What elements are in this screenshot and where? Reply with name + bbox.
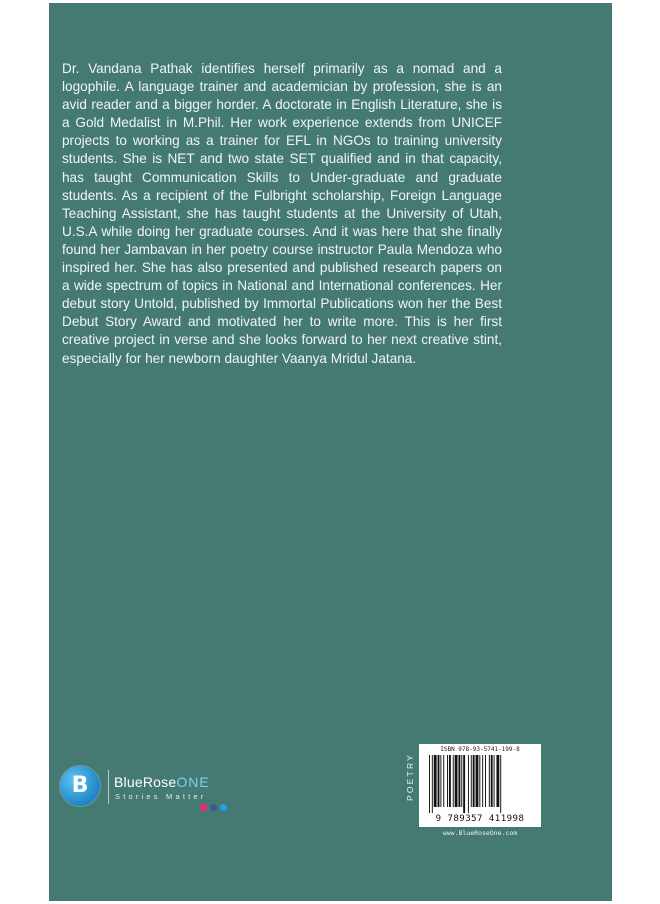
publisher-tagline: Stories Matter <box>115 792 207 801</box>
barcode-bars <box>429 755 533 813</box>
barcode <box>419 744 541 827</box>
publisher-logo-circle <box>60 766 100 806</box>
social-icons <box>200 803 228 812</box>
genre-label <box>398 738 418 818</box>
twitter-icon <box>220 804 227 811</box>
publisher-name-accent: ONE <box>176 774 210 790</box>
instagram-icon <box>200 804 207 811</box>
publisher-name <box>114 774 210 790</box>
publisher-logo <box>60 766 250 846</box>
facebook-icon <box>210 804 217 811</box>
logo-divider <box>108 770 109 804</box>
publisher-logo-letter: B <box>71 773 89 798</box>
isbn-digits: 9 789357 411998 <box>435 814 525 824</box>
author-bio: Dr. Vandana Pathak identifies herself primarily as a nomad and a logophile. A language trainer and academician by profession, she is an avid reader and a bigger horder. A doctorate in English Literature, she is a Gold Medalist in M.Phil. Her work experience extends from UNICEF projects to working as a trainer for EFL in NGOs to training university students. She is NET and two state SET qualified and in that capacity, has taught Communication Skills to Under-graduate and graduate students. As a recipient of the Fulbright scholarship, Foreign Language Teaching Assistant, she has taught students at the University of Utah, U.S.A while doing her graduate courses. And it was here that she finally found her Jambavan in her poetry course instructor Paula Mendoza who inspired her. She has also presented and published research papers on a wide spectrum of topics in National and International conferences. Her debut story Untold, published by Immortal Publications won her the Best Debut Story Award and motivated her to write more. This is her first creative project in verse and she looks forward to her next creative stint, especially for her newborn daughter Vaanya Mridul Jatana. <box>62 61 502 366</box>
genre-text: POETRY <box>405 753 415 801</box>
isbn-label: ISBN 978-93-5741-199-8 <box>440 746 520 753</box>
publisher-website: www.BlueRoseOne.com <box>442 829 518 837</box>
publisher-name-main: BlueRose <box>114 774 177 790</box>
